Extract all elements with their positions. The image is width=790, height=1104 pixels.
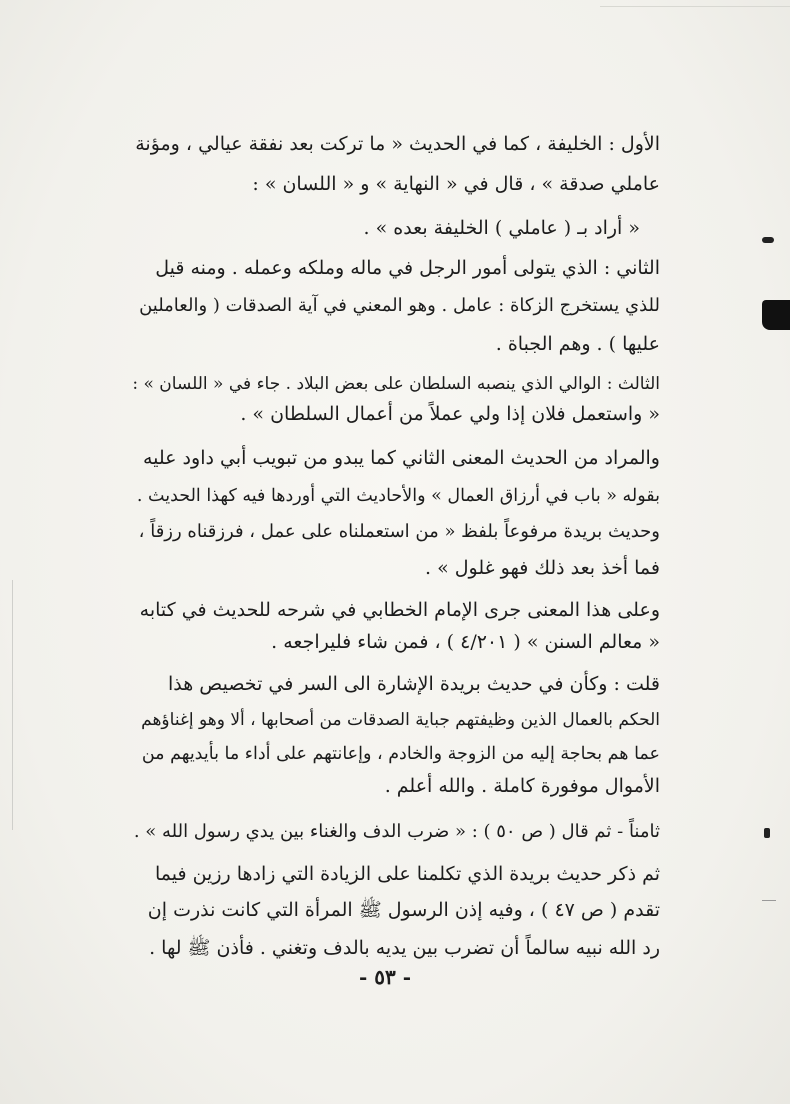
text-line: قلت : وكأن في حديث بريدة الإشارة الى السر في تخصيص هذا bbox=[168, 673, 660, 695]
text-line: الثالث : الوالي الذي ينصبه السلطان على بعض البلاد . جاء في « اللسان » : bbox=[132, 374, 660, 394]
scan-mark bbox=[762, 237, 774, 243]
text-line: الأول : الخليفة ، كما في الحديث « ما تركت بعد نفقة عيالي ، ومؤنة bbox=[135, 133, 660, 155]
text-line: ثامناً - ثم قال ( ص ٥٠ ) : « ضرب الدف والغناء بين يدي رسول الله » . bbox=[133, 821, 660, 842]
text-line: تقدم ( ص ٤٧ ) ، وفيه إذن الرسول ﷺ المرأة التي كانت نذرت إن bbox=[147, 899, 660, 921]
text-line: وحديث بريدة مرفوعاً بلفظ « من استعملناه على عمل ، فرزقناه رزقاً ، bbox=[138, 521, 660, 542]
scan-mark bbox=[764, 828, 770, 838]
text-line: الأموال موفورة كاملة . والله أعلم . bbox=[384, 775, 660, 797]
text-line: « أراد بـ ( عاملي ) الخليفة بعده » . bbox=[363, 217, 640, 239]
text-line: فما أخذ بعد ذلك فهو غلول » . bbox=[425, 557, 660, 579]
text-line: رد الله نبيه سالماً أن تضرب بين يديه بالدف وتغني . فأذن ﷺ لها . bbox=[149, 937, 660, 959]
text-line: وعلى هذا المعنى جرى الإمام الخطابي في شرحه للحديث في كتابه bbox=[139, 599, 660, 621]
text-line: ثم ذكر حديث بريدة الذي تكلمنا على الزيادة التي زادها رزين فيما bbox=[154, 863, 660, 885]
text-line: الثاني : الذي يتولى أمور الرجل في ماله وملكه وعمله . ومنه قيل bbox=[155, 257, 660, 279]
text-line: والمراد من الحديث المعنى الثاني كما يبدو من تبويب أبي داود عليه bbox=[142, 447, 660, 469]
text-line: للذي يستخرج الزكاة : عامل . وهو المعني في آية الصدقات ( والعاملين bbox=[139, 295, 660, 316]
text-line: بقوله « باب في أرزاق العمال » والأحاديث التي أوردها فيه كهذا الحديث . bbox=[136, 486, 660, 506]
scan-edge-line bbox=[600, 6, 790, 7]
scan-ink-blot bbox=[762, 300, 790, 330]
text-line: عما هم بحاجة إليه من الزوجة والخادم ، وإعانتهم على أداء ما بأيديهم من bbox=[141, 744, 660, 764]
scan-margin-line bbox=[12, 580, 13, 830]
text-line: عليها ) . وهم الجباة . bbox=[495, 333, 660, 355]
text-line: عاملي صدقة » ، قال في « النهاية » و « اللسان » : bbox=[252, 173, 660, 195]
text-line: « واستعمل فلان إذا ولي عملاً من أعمال السلطان » . bbox=[240, 403, 660, 425]
scan-scratch bbox=[762, 900, 776, 901]
text-line: « معالم السنن » ( ٤/٢٠١ ) ، فمن شاء فليراجعه . bbox=[271, 631, 660, 653]
page-number: - ٥٣ - bbox=[358, 965, 411, 989]
text-line: الحكم بالعمال الذين وظيفتهم جباية الصدقات من أصحابها ، ألا وهو إغناؤهم bbox=[141, 710, 660, 730]
